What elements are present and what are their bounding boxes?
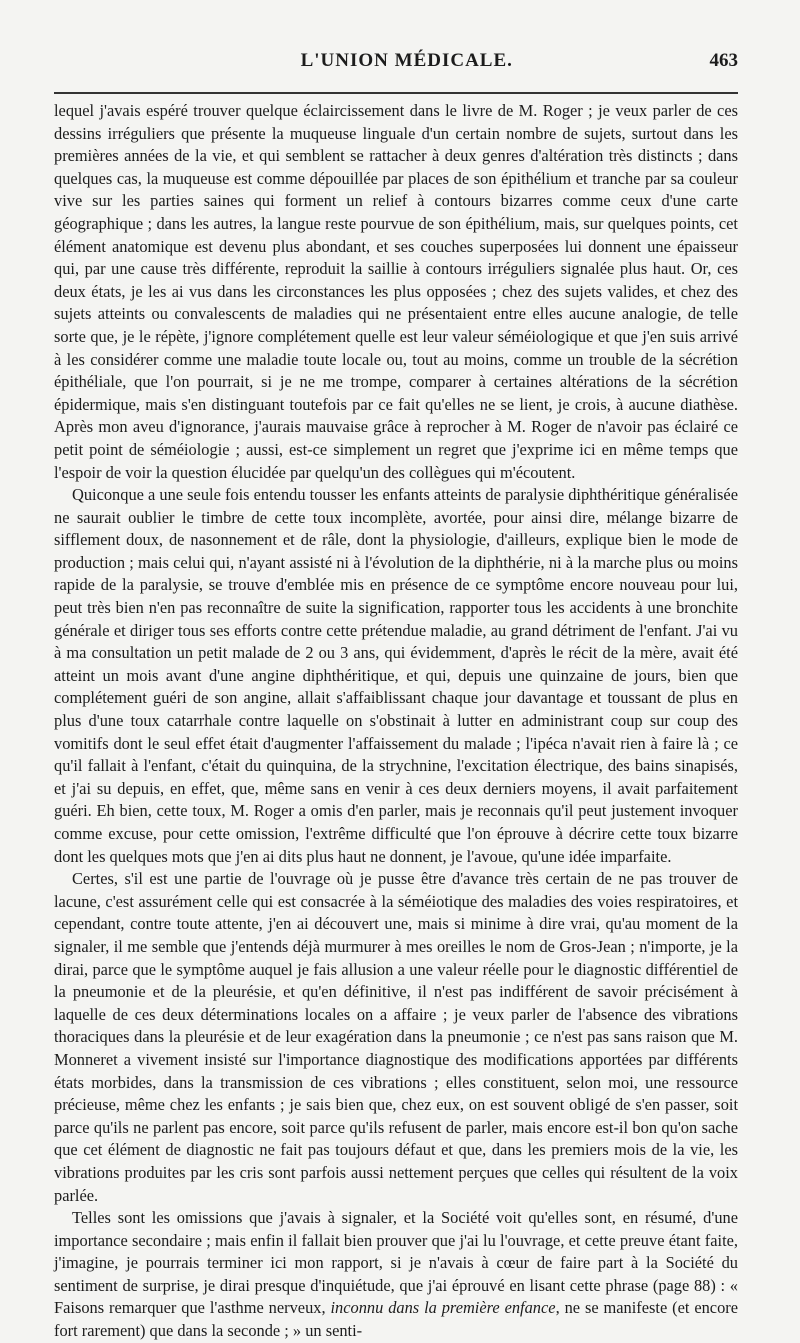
paragraph: Quiconque a une seule fois entendu tousser les enfants atteints de paralysie diphthéritique généralisée ne saurait oublier le timbre de cette toux incomplète, avortée, pour ainsi dire, mélange bizarre de sifflement doux, de nasonnement et de râle, dont la physiologie, d'ailleurs, explique bien le mode de production ; mais celui qui, n'ayant assisté ni à l'évolution de la diphthérie, ni à la marche plus ou moins rapide de la paralysie, se trouve d'emblée mis en présence de ce symptôme encore nouveau pour lui, peut très bien n'en pas reconnaître de suite la signification, rapporter tous les accidents à une bronchite générale et diriger tous ses efforts contre cette prétendue maladie, au grand détriment de l'enfant. J'ai vu à ma consultation un petit malade de 2 ou 3 ans, qui évidemment, d'après le récit de la mère, avait été atteint un mois avant d'une angine diphthéritique, et qui, depuis une quinzaine de jours, bien que complétement guéri de son angine, allait s'affaiblissant chaque jour davantage et toussant de plus en plus d'une toux catarrhale contre laquelle on s'obstinait à lutter en administrant coup sur coup des vomitifs dont le seul effet était d'augmenter l'affaissement du malade ; l'ipéca n'avait rien à faire là ; ce qu'il fallait à l'enfant, c'était du quinquina, de la strychnine, l'excitation électrique, des bains sinapisés, et j'ai su depuis, en effet, que, même sans en venir à ces deux derniers moyens, il avait parfaitement guéri. Eh bien, cette toux, M. Roger a omis d'en parler, mais je reconnais qu'il peut justement invoquer comme excuse, pour cette omission, l'extrême difficulté que l'on éprouve à décrire cette toux bizarre dont les quelques mots que j'en ai dits plus haut ne donnent, je l'avoue, qu'une idée imparfaite. xyxy=(54,485,738,866)
paragraph-text: Telles sont les omissions que j'avais à signaler, et la Société voit qu'elles sont, en résumé, d'une importance secondaire ; mais enfin il fallait bien prouver que j'ai lu l'ouvrage, et cette preuve étant faite, j'imagine, je pourrais terminer ici mon rapport, si je n'avais à cœur de faire part à la Société du sentiment de surprise, je dirai presque d'inquiétude, que j'ai éprouvé en lisant cette phrase (page 88) : « Faisons remarquer que l'asthme nerveux, xyxy=(54,1208,738,1318)
header-rule xyxy=(54,92,738,94)
body-text xyxy=(54,100,738,1343)
paragraph: Certes, s'il est une partie de l'ouvrage où je pusse être d'avance très certain de ne pas trouver de lacune, c'est assurément celle qui est consacrée à la séméiotique des maladies des voies respiratoires, et cependant, contre toute attente, j'en ai découvert une, mais si minime à dire vrai, qu'au moment de la signaler, il me semble que j'entends déjà murmurer à mes oreilles le nom de Gros-Jean ; n'importe, je la dirai, parce que le symptôme auquel je fais allusion a une valeur réelle pour le diagnostic différentiel de la pneumonie et de la pleurésie, et qu'en définitive, il n'est pas indifférent de savoir précisément à laquelle de ces deux déterminations locales on a affaire ; je veux parler de l'absence des vibrations thoraciques dans la pleurésie et de leur exagération dans la pneumonie ; ce n'est pas sans raison que M. Monneret a vivement insisté sur l'importance diagnostique des modifications apportées par différents états morbides, dans la transmission de ces vibrations ; elles constituent, selon moi, une ressource précieuse, même chez les enfants ; je sais bien que, chez eux, on est souvent obligé de s'en passer, soit parce qu'ils ne parlent pas encore, soit parce qu'ils refusent de parler, mais encore est-il bon qu'on sache que cet élément de diagnostic ne fait pas toujours défaut et que, dans les premiers mois de la vie, les vibrations produites par les cris sont parfois aussi nettement perçues que celles qui résultent de la voix parlée. xyxy=(54,869,738,1205)
paragraph-last xyxy=(54,1207,738,1343)
page-number: 463 xyxy=(709,50,738,71)
italic-quote: inconnu dans la première enfance xyxy=(330,1298,556,1318)
paragraph: lequel j'avais espéré trouver quelque éclaircissement dans le livre de M. Roger ; je veux parler de ces dessins irréguliers que présente la muqueuse linguale d'un certain nombre de sujets, surtout dans les premières années de la vie, et qui semblent se rattacher à deux genres d'altération très distincts ; dans quelques cas, la muqueuse est comme dépouillée par places de son épithélium et tranche par sa couleur vive sur les parties saines qui forment un relief à contours bizarres comme ceux d'une carte géographique ; dans les autres, la langue reste pourvue de son épithélium, mais, sur quelques points, cet élément anatomique est devenu plus abondant, et ses couches superposées lui donnent une épaisseur qui, par une cause très différente, reproduit la saillie à contours irréguliers signalée plus haut. Or, ces deux états, je les ai vus dans les circonstances les plus opposées ; chez des sujets valides, et chez des sujets atteints ou convalescents de maladies qui ne présentaient entre elles aucune analogie, de telle sorte que, je le répète, j'ignore complétement quelle est leur valeur séméiologique et que j'en suis arrivé à les considérer comme une maladie toute locale ou, tout au moins, comme un trouble de la sécrétion épithéliale, que l'on pourrait, si je ne me trompe, comparer à certaines altérations de la sécrétion épidermique, mais s'en distinguant toutefois par ce fait qu'elles ne se lient, je crois, à aucune diathèse. Après mon aveu d'ignorance, j'aurais mauvaise grâce à reprocher à M. Roger de n'avoir pas éclairé ce petit point de séméiologie ; aussi, est-ce simplement un regret que j'exprime ici en même temps que l'espoir de voir la question élucidée par quelqu'un des collègues qui m'écoutent. xyxy=(54,101,738,482)
page-header xyxy=(54,50,738,86)
running-title: L'UNION MÉDICALE. xyxy=(300,50,513,71)
paragraph-tail: , ne se manifeste (et encore fort rarement) que dans la seconde ; » un senti- xyxy=(54,1298,739,1341)
